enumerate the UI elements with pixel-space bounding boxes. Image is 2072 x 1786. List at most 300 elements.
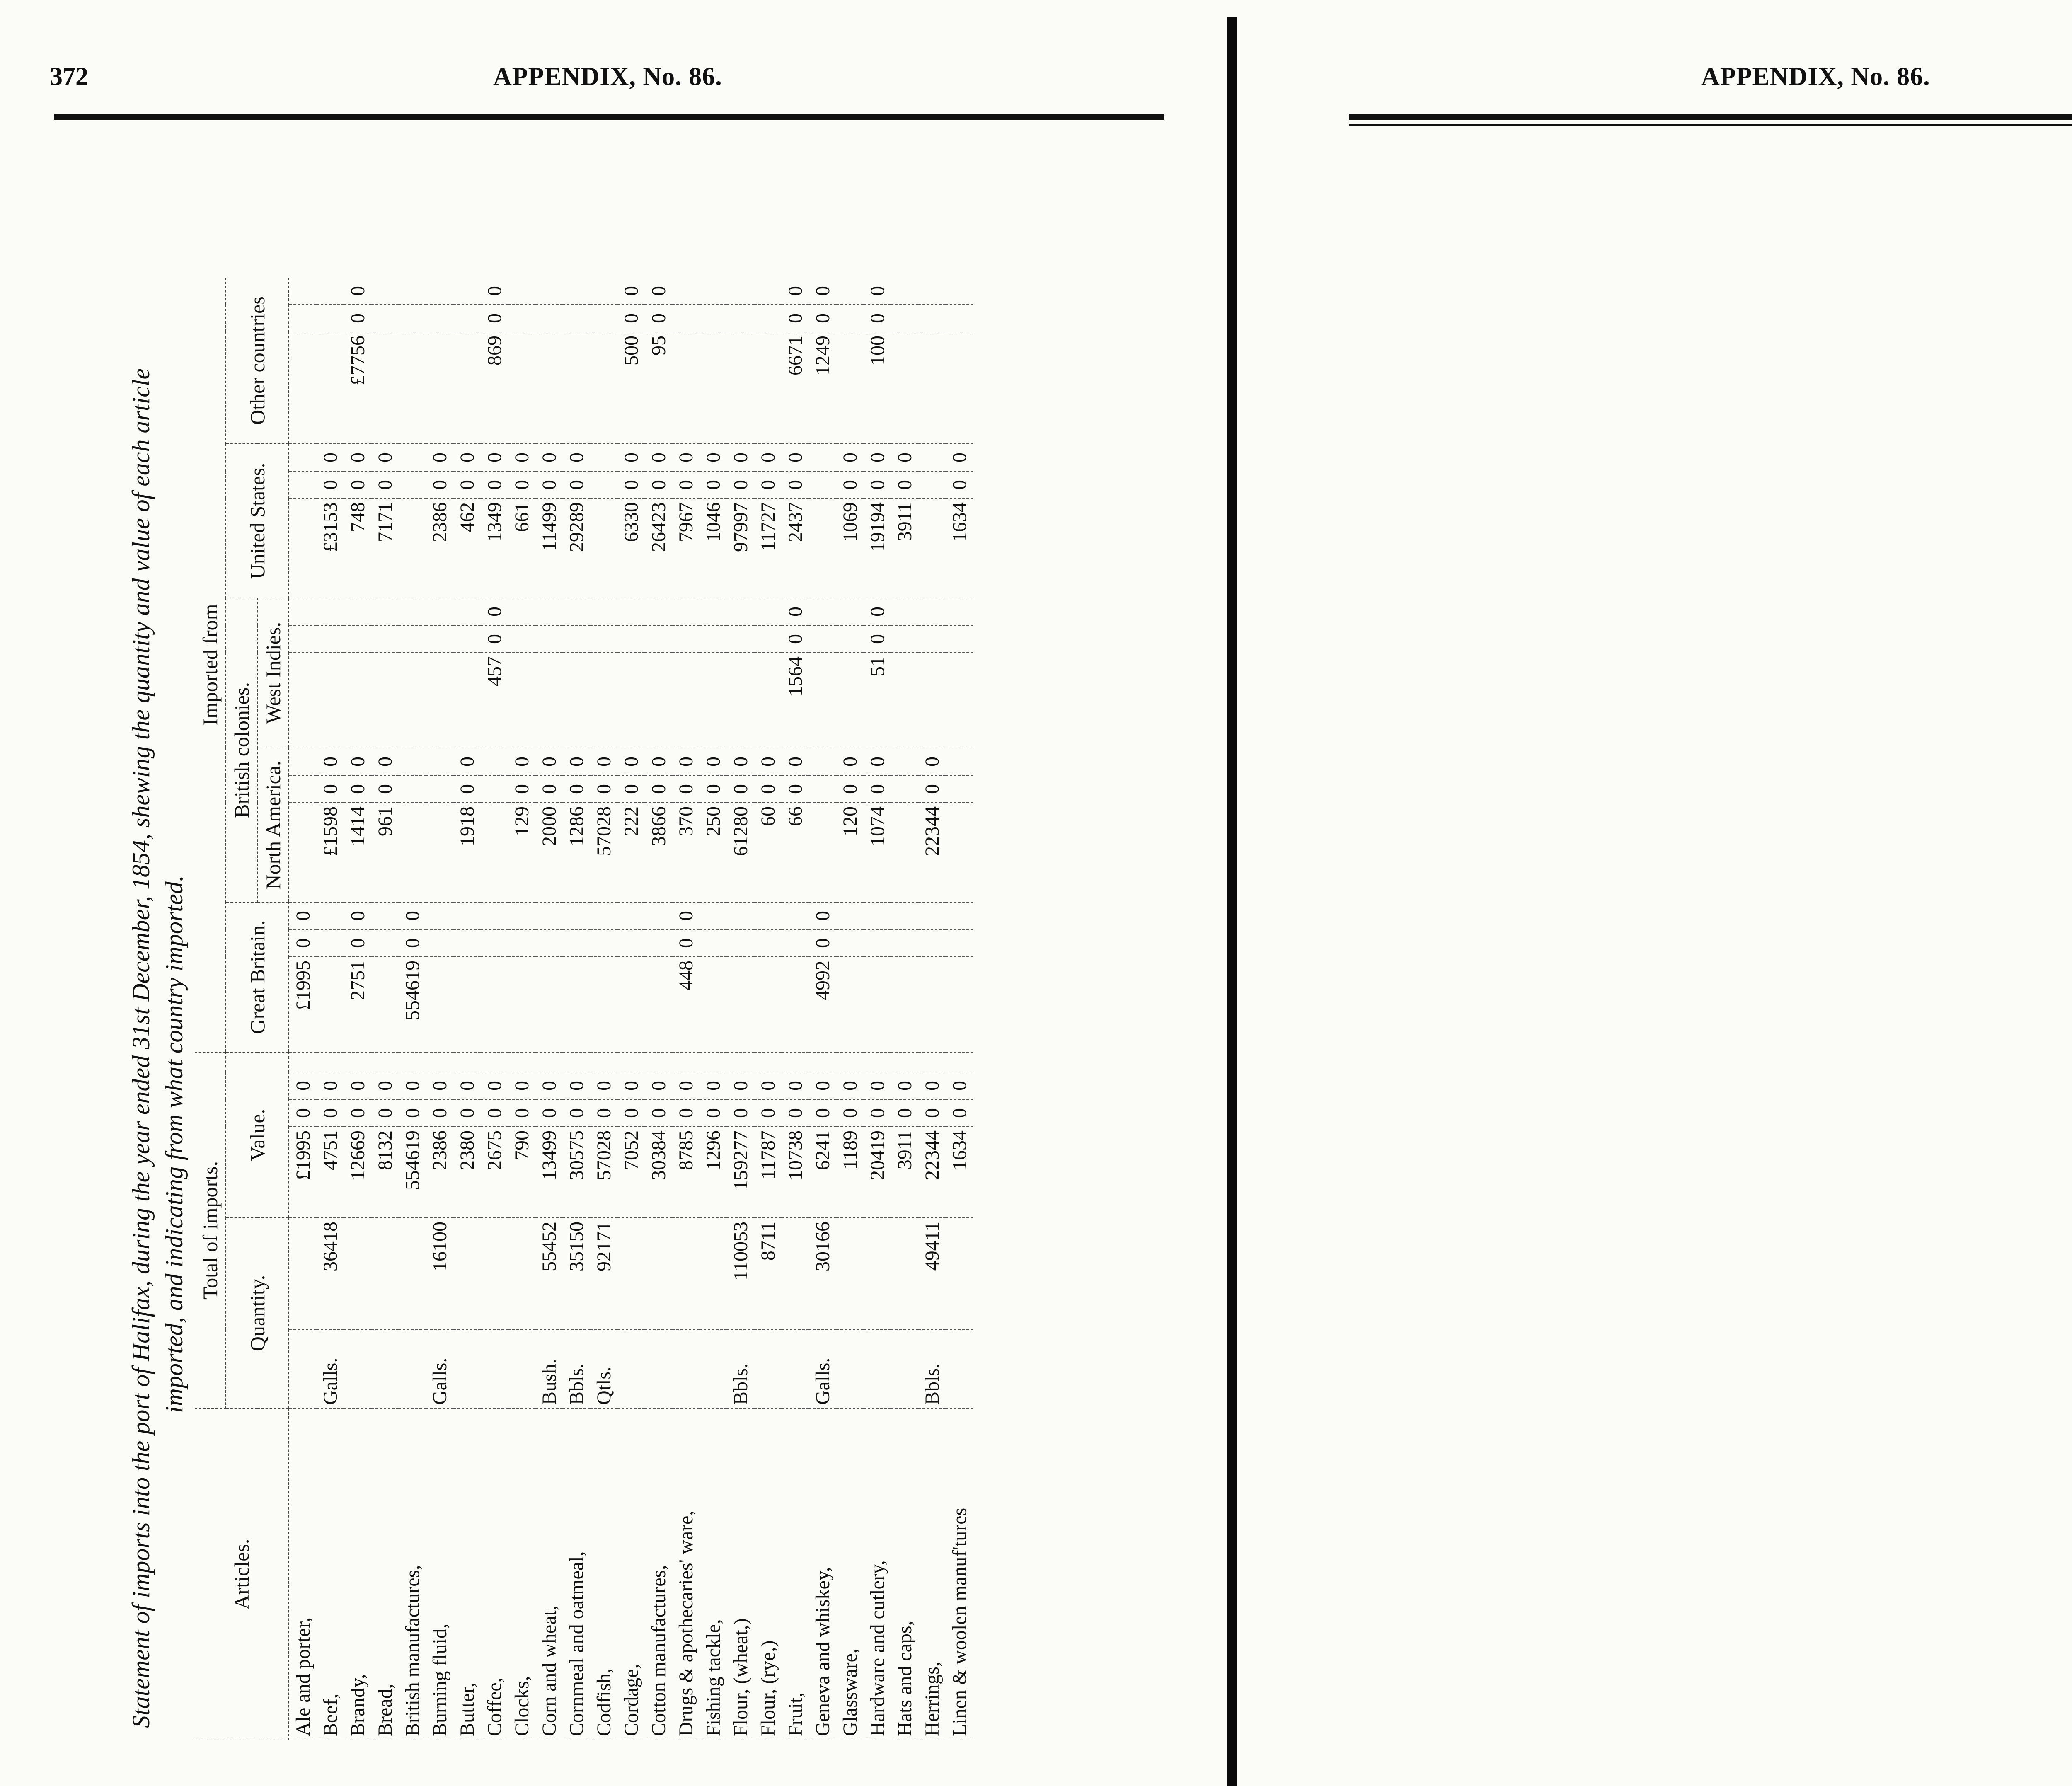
shillings-pence-cell — [289, 625, 317, 653]
shillings-pence-cell — [754, 902, 782, 929]
value-cell: 11787 — [754, 1127, 782, 1218]
shillings-pence-cell: 0 — [782, 1072, 809, 1099]
table-row — [563, 278, 590, 1740]
shillings-pence-cell — [918, 305, 946, 332]
shillings-pence-cell — [700, 598, 727, 625]
unit-cell — [617, 1330, 645, 1408]
header-north-america: North America. — [257, 748, 289, 902]
wi-cell — [809, 653, 836, 748]
shillings-pence-cell: 0 — [508, 471, 535, 499]
table-row — [727, 278, 754, 1740]
shillings-pence-cell — [371, 929, 399, 957]
shillings-pence-cell: 0 — [481, 305, 508, 332]
shillings-pence-cell — [481, 929, 508, 957]
shillings-pence-cell: 0 — [535, 444, 563, 471]
unit-cell — [864, 1330, 891, 1408]
shillings-pence-cell: 0 — [289, 1072, 317, 1099]
quantity-cell: 36418 — [317, 1218, 344, 1330]
shillings-pence-cell: 0 — [371, 1072, 399, 1099]
divider-cell — [672, 1052, 700, 1072]
shillings-pence-cell: 0 — [399, 1099, 426, 1127]
na-cell: 66 — [782, 803, 809, 902]
shillings-pence-cell: 0 — [864, 444, 891, 471]
shillings-pence-cell: 0 — [590, 748, 617, 775]
shillings-pence-cell: 0 — [836, 775, 864, 803]
shillings-pence-cell — [754, 305, 782, 332]
shillings-pence-cell: 0 — [371, 1099, 399, 1127]
oc-cell — [836, 332, 864, 444]
shillings-pence-cell — [317, 598, 344, 625]
divider-cell — [535, 1052, 563, 1072]
shillings-pence-cell: 0 — [946, 1099, 973, 1127]
table-row — [371, 278, 399, 1740]
shillings-pence-cell: 0 — [864, 748, 891, 775]
gb-cell — [754, 957, 782, 1052]
shillings-pence-cell: 0 — [453, 471, 481, 499]
shillings-pence-cell — [399, 444, 426, 471]
value-cell: 30384 — [645, 1127, 672, 1218]
shillings-pence-cell: 0 — [864, 471, 891, 499]
article-cell: Ale and porter, — [289, 1408, 317, 1740]
table-row — [864, 278, 891, 1740]
shillings-pence-cell — [617, 929, 645, 957]
quantity-cell — [617, 1218, 645, 1330]
quantity-cell — [371, 1218, 399, 1330]
us-cell: 6330 — [617, 499, 645, 598]
shillings-pence-cell — [563, 305, 590, 332]
shillings-pence-cell — [782, 902, 809, 929]
us-cell — [809, 499, 836, 598]
shillings-pence-cell — [535, 278, 563, 305]
unit-cell: Galls. — [809, 1330, 836, 1408]
na-cell — [809, 803, 836, 902]
shillings-pence-cell — [672, 598, 700, 625]
shillings-pence-cell: 0 — [891, 444, 918, 471]
shillings-pence-cell: 0 — [754, 1099, 782, 1127]
gb-cell — [590, 957, 617, 1052]
shillings-pence-cell — [399, 625, 426, 653]
value-cell: 30575 — [563, 1127, 590, 1218]
shillings-pence-cell — [918, 929, 946, 957]
shillings-pence-cell: 0 — [836, 471, 864, 499]
unit-cell: Galls. — [426, 1330, 453, 1408]
gb-cell — [535, 957, 563, 1052]
unit-cell: Bbls. — [727, 1330, 754, 1408]
shillings-pence-cell: 0 — [918, 748, 946, 775]
shillings-pence-cell: 0 — [453, 1099, 481, 1127]
wi-cell — [727, 653, 754, 748]
oc-cell — [399, 332, 426, 444]
shillings-pence-cell: 0 — [344, 1072, 371, 1099]
rotated-table-left — [124, 124, 1127, 1740]
oc-cell — [891, 332, 918, 444]
title-line-1: Statement of imports into the port of Halifax, during the year ended 31st December, 1854, shewing the quantity and value of each article — [127, 368, 155, 1728]
header-other-countries: Other countries — [226, 278, 289, 444]
shillings-pence-cell: 0 — [754, 471, 782, 499]
shillings-pence-cell: 0 — [617, 1099, 645, 1127]
oc-cell: £7756 — [344, 332, 371, 444]
shillings-pence-cell: 0 — [535, 775, 563, 803]
divider-cell — [344, 1052, 371, 1072]
us-cell — [289, 499, 317, 598]
shillings-pence-cell — [399, 305, 426, 332]
wi-cell — [617, 653, 645, 748]
article-cell: Cornmeal and oatmeal, — [563, 1408, 590, 1740]
divider-cell — [836, 1052, 864, 1072]
table-row — [481, 278, 508, 1740]
divider-cell — [727, 1052, 754, 1072]
na-cell: 1414 — [344, 803, 371, 902]
table-row — [453, 278, 481, 1740]
gb-cell — [946, 957, 973, 1052]
shillings-pence-cell: 0 — [453, 444, 481, 471]
shillings-pence-cell — [918, 598, 946, 625]
divider-cell — [809, 1052, 836, 1072]
shillings-pence-cell: 0 — [836, 1099, 864, 1127]
gb-cell — [891, 957, 918, 1052]
quantity-cell — [481, 1218, 508, 1330]
gb-cell: 4992 — [809, 957, 836, 1052]
shillings-pence-cell: 0 — [891, 471, 918, 499]
divider-cell — [754, 1052, 782, 1072]
shillings-pence-cell: 0 — [426, 1072, 453, 1099]
shillings-pence-cell: 0 — [782, 748, 809, 775]
shillings-pence-cell — [836, 929, 864, 957]
article-cell: Herrings, — [918, 1408, 946, 1740]
us-cell: 3911 — [891, 499, 918, 598]
shillings-pence-cell: 0 — [508, 775, 535, 803]
shillings-pence-cell — [727, 902, 754, 929]
shillings-pence-cell: 0 — [782, 471, 809, 499]
divider-cell — [508, 1052, 535, 1072]
value-cell: 12669 — [344, 1127, 371, 1218]
divider-cell — [289, 1052, 317, 1072]
article-cell: Cotton manufactures, — [645, 1408, 672, 1740]
value-cell: 13499 — [535, 1127, 563, 1218]
divider-cell — [399, 1052, 426, 1072]
shillings-pence-cell: 0 — [481, 471, 508, 499]
shillings-pence-cell: 0 — [754, 775, 782, 803]
shillings-pence-cell: 0 — [563, 444, 590, 471]
shillings-pence-cell: 0 — [426, 1099, 453, 1127]
us-cell: 7967 — [672, 499, 700, 598]
divider-cell — [891, 1052, 918, 1072]
header-articles: Articles. — [195, 1408, 289, 1740]
shillings-pence-cell — [535, 598, 563, 625]
gb-cell — [426, 957, 453, 1052]
article-cell: Coffee, — [481, 1408, 508, 1740]
shillings-pence-cell — [809, 444, 836, 471]
shillings-pence-cell — [563, 902, 590, 929]
shillings-pence-cell — [426, 929, 453, 957]
shillings-pence-cell — [453, 929, 481, 957]
divider-cell — [700, 1052, 727, 1072]
value-cell: 554619 — [399, 1127, 426, 1218]
us-cell: 661 — [508, 499, 535, 598]
shillings-pence-cell: 0 — [645, 775, 672, 803]
article-cell: Hardware and cutlery, — [864, 1408, 891, 1740]
shillings-pence-cell: 0 — [782, 278, 809, 305]
shillings-pence-cell — [918, 902, 946, 929]
table-row — [700, 278, 727, 1740]
shillings-pence-cell: 0 — [864, 625, 891, 653]
wi-cell — [754, 653, 782, 748]
na-cell — [481, 803, 508, 902]
divider-cell — [453, 1052, 481, 1072]
shillings-pence-cell — [371, 902, 399, 929]
gb-cell — [453, 957, 481, 1052]
shillings-pence-cell — [590, 278, 617, 305]
header-value: Value. — [226, 1052, 289, 1218]
shillings-pence-cell: 0 — [617, 278, 645, 305]
wi-cell: 1564 — [782, 653, 809, 748]
article-cell: Glassware, — [836, 1408, 864, 1740]
quantity-cell — [344, 1218, 371, 1330]
shillings-pence-cell — [617, 902, 645, 929]
gb-cell — [727, 957, 754, 1052]
shillings-pence-cell: 0 — [317, 775, 344, 803]
shillings-pence-cell: 0 — [754, 748, 782, 775]
unit-cell — [700, 1330, 727, 1408]
shillings-pence-cell: 0 — [399, 929, 426, 957]
shillings-pence-cell — [371, 305, 399, 332]
shillings-pence-cell — [700, 305, 727, 332]
shillings-pence-cell — [453, 278, 481, 305]
unit-cell: Qtls. — [590, 1330, 617, 1408]
wi-cell — [289, 653, 317, 748]
quantity-cell: 16100 — [426, 1218, 453, 1330]
shillings-pence-cell — [617, 598, 645, 625]
shillings-pence-cell: 0 — [371, 775, 399, 803]
shillings-pence-cell — [946, 775, 973, 803]
unit-cell: Bbls. — [563, 1330, 590, 1408]
value-cell: 20419 — [864, 1127, 891, 1218]
unit-cell — [754, 1330, 782, 1408]
shillings-pence-cell: 0 — [782, 305, 809, 332]
header-imported-from: Imported from — [195, 278, 226, 1052]
shillings-pence-cell — [700, 625, 727, 653]
value-cell: 6241 — [809, 1127, 836, 1218]
table-row — [918, 278, 946, 1740]
shillings-pence-cell: 0 — [563, 1072, 590, 1099]
quantity-cell — [672, 1218, 700, 1330]
shillings-pence-cell: 0 — [317, 444, 344, 471]
value-cell: 8785 — [672, 1127, 700, 1218]
shillings-pence-cell — [590, 598, 617, 625]
shillings-pence-cell: 0 — [645, 444, 672, 471]
wi-cell — [836, 653, 864, 748]
shillings-pence-cell: 0 — [672, 444, 700, 471]
shillings-pence-cell — [946, 625, 973, 653]
shillings-pence-cell: 0 — [864, 1072, 891, 1099]
shillings-pence-cell — [645, 625, 672, 653]
shillings-pence-cell: 0 — [344, 902, 371, 929]
value-cell: 159277 — [727, 1127, 754, 1218]
shillings-pence-cell: 0 — [864, 1099, 891, 1127]
quantity-cell — [645, 1218, 672, 1330]
shillings-pence-cell — [617, 625, 645, 653]
shillings-pence-cell — [399, 775, 426, 803]
divider-cell — [426, 1052, 453, 1072]
quantity-cell — [289, 1218, 317, 1330]
quantity-cell — [946, 1218, 973, 1330]
gb-cell — [508, 957, 535, 1052]
unit-cell — [782, 1330, 809, 1408]
wi-cell — [399, 653, 426, 748]
shillings-pence-cell: 0 — [481, 598, 508, 625]
shillings-pence-cell: 0 — [864, 598, 891, 625]
shillings-pence-cell: 0 — [672, 902, 700, 929]
na-cell: 961 — [371, 803, 399, 902]
shillings-pence-cell: 0 — [563, 1099, 590, 1127]
shillings-pence-cell — [946, 748, 973, 775]
statement-title — [124, 124, 191, 1728]
shillings-pence-cell — [344, 598, 371, 625]
table-row — [317, 278, 344, 1740]
article-cell: Beef, — [317, 1408, 344, 1740]
article-cell: Fishing tackle, — [700, 1408, 727, 1740]
us-cell: 29289 — [563, 499, 590, 598]
shillings-pence-cell: 0 — [344, 1099, 371, 1127]
shillings-pence-cell: 0 — [535, 1072, 563, 1099]
shillings-pence-cell: 0 — [700, 444, 727, 471]
shillings-pence-cell — [289, 305, 317, 332]
shillings-pence-cell — [946, 305, 973, 332]
unit-cell — [344, 1330, 371, 1408]
shillings-pence-cell: 0 — [645, 748, 672, 775]
table-row — [645, 278, 672, 1740]
oc-cell — [317, 332, 344, 444]
oc-cell: 500 — [617, 332, 645, 444]
shillings-pence-cell: 0 — [864, 278, 891, 305]
shillings-pence-cell: 0 — [289, 902, 317, 929]
unit-cell: Galls. — [317, 1330, 344, 1408]
shillings-pence-cell — [727, 625, 754, 653]
shillings-pence-cell: 0 — [645, 1072, 672, 1099]
wi-cell — [918, 653, 946, 748]
shillings-pence-cell — [317, 305, 344, 332]
quantity-cell — [782, 1218, 809, 1330]
unit-cell: Bush. — [535, 1330, 563, 1408]
shillings-pence-cell — [645, 929, 672, 957]
shillings-pence-cell: 0 — [453, 1072, 481, 1099]
shillings-pence-cell — [891, 598, 918, 625]
shillings-pence-cell: 0 — [946, 1072, 973, 1099]
shillings-pence-cell — [481, 902, 508, 929]
na-cell — [426, 803, 453, 902]
unit-cell — [891, 1330, 918, 1408]
gb-cell — [864, 957, 891, 1052]
article-cell: Corn and wheat, — [535, 1408, 563, 1740]
wi-cell — [535, 653, 563, 748]
shillings-pence-cell — [727, 929, 754, 957]
right-page — [1241, 0, 2072, 1786]
shillings-pence-cell: 0 — [727, 1099, 754, 1127]
table-row — [508, 278, 535, 1740]
shillings-pence-cell — [371, 625, 399, 653]
wi-cell: 457 — [481, 653, 508, 748]
na-cell: 61280 — [727, 803, 754, 902]
gb-cell — [371, 957, 399, 1052]
shillings-pence-cell — [891, 748, 918, 775]
unit-cell — [836, 1330, 864, 1408]
shillings-pence-cell: 0 — [371, 444, 399, 471]
shillings-pence-cell — [317, 625, 344, 653]
wi-cell — [426, 653, 453, 748]
shillings-pence-cell — [672, 278, 700, 305]
shillings-pence-cell — [426, 748, 453, 775]
table-row — [836, 278, 864, 1740]
us-cell: 1634 — [946, 499, 973, 598]
gb-cell — [317, 957, 344, 1052]
article-cell: Clocks, — [508, 1408, 535, 1740]
header-total-of-imports: Total of imports. — [195, 1052, 226, 1408]
oc-cell — [754, 332, 782, 444]
shillings-pence-cell — [426, 625, 453, 653]
shillings-pence-cell — [836, 625, 864, 653]
shillings-pence-cell — [289, 775, 317, 803]
unit-cell — [481, 1330, 508, 1408]
shillings-pence-cell — [563, 598, 590, 625]
shillings-pence-cell: 0 — [891, 1099, 918, 1127]
quantity-cell — [836, 1218, 864, 1330]
value-cell: 4751 — [317, 1127, 344, 1218]
na-cell — [289, 803, 317, 902]
table-row — [891, 278, 918, 1740]
shillings-pence-cell: 0 — [782, 625, 809, 653]
oc-cell: 1249 — [809, 332, 836, 444]
shillings-pence-cell — [317, 902, 344, 929]
shillings-pence-cell: 0 — [809, 305, 836, 332]
value-cell: 1634 — [946, 1127, 973, 1218]
oc-cell: 6671 — [782, 332, 809, 444]
shillings-pence-cell: 0 — [344, 471, 371, 499]
us-cell: 462 — [453, 499, 481, 598]
oc-cell — [371, 332, 399, 444]
shillings-pence-cell: 0 — [617, 471, 645, 499]
page-number: 372 — [50, 63, 88, 91]
book-gutter — [1227, 17, 1237, 1786]
shillings-pence-cell — [426, 278, 453, 305]
article-cell: Linen & woolen manuf'tures — [946, 1408, 973, 1740]
shillings-pence-cell — [946, 929, 973, 957]
shillings-pence-cell — [371, 278, 399, 305]
shillings-pence-cell: 0 — [809, 1099, 836, 1127]
wi-cell — [891, 653, 918, 748]
oc-cell: 100 — [864, 332, 891, 444]
shillings-pence-cell: 0 — [535, 748, 563, 775]
oc-cell — [590, 332, 617, 444]
quantity-cell: 30166 — [809, 1218, 836, 1330]
divider-cell — [617, 1052, 645, 1072]
wi-cell — [453, 653, 481, 748]
table-row — [426, 278, 453, 1740]
shillings-pence-cell — [453, 902, 481, 929]
value-cell: 2380 — [453, 1127, 481, 1218]
value-cell: 22344 — [918, 1127, 946, 1218]
shillings-pence-cell — [891, 902, 918, 929]
shillings-pence-cell: 0 — [727, 748, 754, 775]
running-header: APPENDIX, No. 86. — [493, 63, 722, 91]
table-row — [946, 278, 973, 1740]
shillings-pence-cell: 0 — [617, 444, 645, 471]
shillings-pence-cell — [508, 902, 535, 929]
shillings-pence-cell — [645, 902, 672, 929]
shillings-pence-cell: 0 — [645, 278, 672, 305]
shillings-pence-cell — [754, 929, 782, 957]
shillings-pence-cell: 0 — [508, 444, 535, 471]
oc-cell — [289, 332, 317, 444]
